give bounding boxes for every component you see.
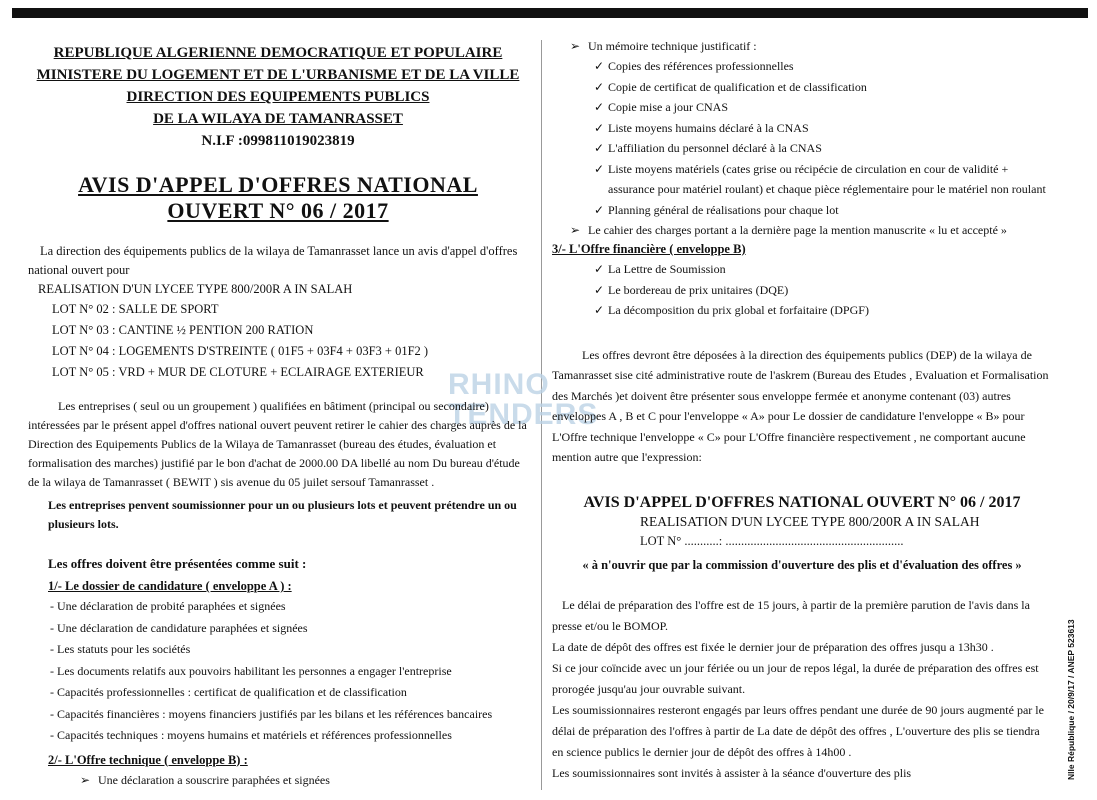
list-item-text: Un mémoire technique justificatif :	[588, 39, 757, 53]
list-item: ✓ Le bordereau de prix unitaires (DQE)	[552, 280, 1052, 301]
list-item: - Les statuts pour les sociétés	[48, 639, 528, 661]
side-note: Nlle République / 20/9/17 / ANEP 523613	[1066, 619, 1076, 780]
envelope-lot: LOT N° ...........: .........................................................	[640, 533, 904, 548]
check-icon: ✓	[594, 161, 605, 176]
list-item: - Capacités professionnelles : certificat de qualification et de classification	[48, 682, 528, 704]
envelope-title: AVIS D'APPEL D'OFFRES NATIONAL OUVERT N° 06 / 2017	[583, 493, 1021, 511]
financiere-list	[552, 259, 1052, 321]
dossier-list	[48, 596, 528, 747]
lot-list	[28, 299, 528, 383]
check-icon: ✓	[594, 79, 605, 94]
arrow-icon: ➢	[80, 772, 91, 787]
intro-project: REALISATION D'UN LYCEE TYPE 800/200R A IN SALAH	[38, 282, 353, 296]
para-depot: Les offres devront être déposées à la direction des équipements publics (DEP) de la wilaya de Tamanrasset sise cité administrative route de l'askrem (Bureau des Etudes , Evaluation et Formalisation des Marchés )et doivent être présenter sous enveloppe fermée et anonyme contenant (03) autres enveloppes A , B et C pour l'enveloppe « A» pour Le dossier de candidature l'enveloppe « B» pour L'Offre technique l'enveloppe « C» pour L'Offre financière respectivement , ne comportant aucune mention autre que l'expression:	[552, 347, 1049, 464]
list-item: ✓ Liste moyens matériels (cates grise ou récipécie de circulation en cour de validité + assurance pour matériel roulant) et chaque pièce réglementaire pour le matériel non roulant	[552, 159, 1052, 200]
intro-text: La direction des équipements publics de la wilaya de Tamanrasset lance un avis d'appel d'offres national ouvert pour	[28, 244, 518, 277]
lot-item: LOT N° 03 : CANTINE ½ PENTION 200 RATION	[52, 323, 314, 337]
final-para: Les soumissionnaires resteront engagés par leurs offres pendant une durée de 90 jours augmenté par le délai de préparation des l'offres à partir de La date de dépôt des offres , L'ouverture des plis se tiendra en science publics le dernier jour de dépôt des offres à 14h00 .	[552, 702, 1044, 759]
lot-item: LOT N° 05 : VRD + MUR DE CLOTURE + ECLAIRAGE EXTERIEUR	[52, 365, 424, 379]
offre-financiere-title: 3/- L'Offre financière ( enveloppe B)	[552, 242, 746, 256]
para-entreprises: Les entreprises ( seul ou un groupement ) qualifiées en bâtiment (principal ou secondaire) intéressées par le présent appel d'offres national ouvert peuvent retirer le cahier des charges auprès de la Direction des Equipements Publics de la Wilaya de Tamanrasset (bureau des études, évaluation et formalisation des marches) justifié par le bon d'achat de 2000.00 DA libellé au nom Du bureau d'étude de la wilaya de Tamanrasset ( BEWIT ) sis avenue du 05 juilet sersouf Tamanrasset .	[28, 399, 527, 489]
document-header	[28, 42, 528, 152]
final-para: Le délai de préparation des l'offre est de 15 jours, à partir de la première parution de l'avis dans la presse et/ou le BOMOP.	[552, 597, 1030, 633]
list-item: ✓ Copie de certificat de qualification et de classification	[552, 77, 1052, 98]
list-item	[48, 770, 528, 790]
top-border	[12, 8, 1088, 18]
list-item: - Une déclaration de probité paraphées et signées	[48, 596, 528, 618]
envelope-quote: « à n'ouvrir que par la commission d'ouverture des plis et d'évaluation des offres »	[582, 557, 1022, 572]
check-icon: ✓	[594, 262, 605, 276]
final-para: Si ce jour coïncide avec un jour fériée ou un jour de repos légal, la durée de préparation des offres est prorogée jusqu'au jour ouvrable suivant.	[552, 660, 1039, 696]
envelope-project: REALISATION D'UN LYCEE TYPE 800/200R A IN SALAH	[640, 513, 980, 529]
arrow-icon: ➢	[570, 39, 581, 53]
list-item: - Capacités financières : moyens financiers justifiés par les bilans et les références bancaires	[48, 704, 528, 726]
check-icon: ✓	[594, 100, 605, 114]
left-column	[28, 34, 528, 790]
list-item: ✓ La Lettre de Soumission	[552, 259, 1052, 280]
lot-item: LOT N° 02 : SALLE DE SPORT	[52, 302, 219, 316]
list-item: ✓ Planning général de réalisations pour chaque lot	[552, 200, 1052, 221]
watermark-line-1: RHINO	[448, 368, 550, 401]
list-item: ✓ Liste moyens humains déclaré à la CNAS	[552, 118, 1052, 139]
list-item: ✓ L'affiliation du personnel déclaré à la CNAS	[552, 138, 1052, 159]
list-item	[552, 220, 1052, 240]
offres-title: Les offres doivent être présentées comme suit :	[48, 556, 307, 571]
list-item: - Capacités techniques : moyens humains et matériels et références professionnelles	[48, 725, 528, 747]
header-line-1: REPUBLIQUE ALGERIENNE DEMOCRATIQUE ET POPULAIRE	[53, 45, 503, 61]
final-paragraphs	[552, 595, 1052, 784]
list-item-text: Le cahier des charges portant a la dernière page la mention manuscrite « lu et accepté »	[588, 223, 1007, 237]
header-line-2: MINISTERE DU LOGEMENT ET DE L'URBANISME ET DE LA VILLE	[36, 67, 520, 83]
list-item: - Les documents relatifs aux pouvoirs habilitant les personnes a engager l'entreprise	[48, 661, 528, 683]
envelope-label	[552, 494, 1052, 573]
check-icon: ✓	[594, 202, 605, 217]
check-icon: ✓	[594, 303, 605, 317]
memoire-list	[552, 56, 1052, 220]
watermark-line-2: TENDERS	[448, 398, 599, 431]
check-icon: ✓	[594, 282, 605, 297]
list-item: ✓ La décomposition du prix global et forfaitaire (DPGF)	[552, 300, 1052, 321]
final-para: Les soumissionnaires sont invités à assister à la séance d'ouverture des plis	[552, 765, 912, 780]
check-icon: ✓	[594, 120, 605, 135]
dossier-title: 1/- Le dossier de candidature ( enveloppe A ) :	[48, 579, 292, 593]
check-icon: ✓	[594, 141, 605, 155]
list-item: - Une déclaration de candidature paraphées et signées	[48, 618, 528, 640]
offre-technique-title: 2/- L'Offre technique ( enveloppe B) :	[48, 752, 248, 767]
lot-item: LOT N° 04 : LOGEMENTS D'STREINTE ( 01F5 + 03F4 + 03F3 + 01F2 )	[52, 344, 429, 358]
header-line-3: DIRECTION DES EQUIPEMENTS PUBLICS	[126, 89, 430, 105]
list-item: ✓ Copies des références professionnelles	[552, 56, 1052, 77]
check-icon: ✓	[594, 59, 605, 73]
final-para: La date de dépôt des offres est fixée le dernier jour de préparation des offres jusqu a 13h30 .	[552, 639, 994, 654]
list-item	[552, 36, 1052, 56]
arrow-icon: ➢	[570, 223, 581, 237]
nif: N.I.F :099811019023819	[201, 133, 355, 149]
para-soumission: Les entreprises penvent soumissionner pour un ou plusieurs lots et peuvent prétendre un ou plusieurs lots.	[48, 498, 517, 531]
right-column	[552, 36, 1052, 784]
avis-title: AVIS D'APPEL D'OFFRES NATIONAL OUVERT N° 06 / 2017	[78, 172, 478, 223]
list-item: ✓ Copie mise a jour CNAS	[552, 97, 1052, 118]
list-item-text: Une déclaration a souscrire paraphées et signées	[98, 772, 330, 787]
dossier-section	[48, 577, 528, 790]
header-line-4: DE LA WILAYA DE TAMANRASSET	[153, 111, 403, 127]
